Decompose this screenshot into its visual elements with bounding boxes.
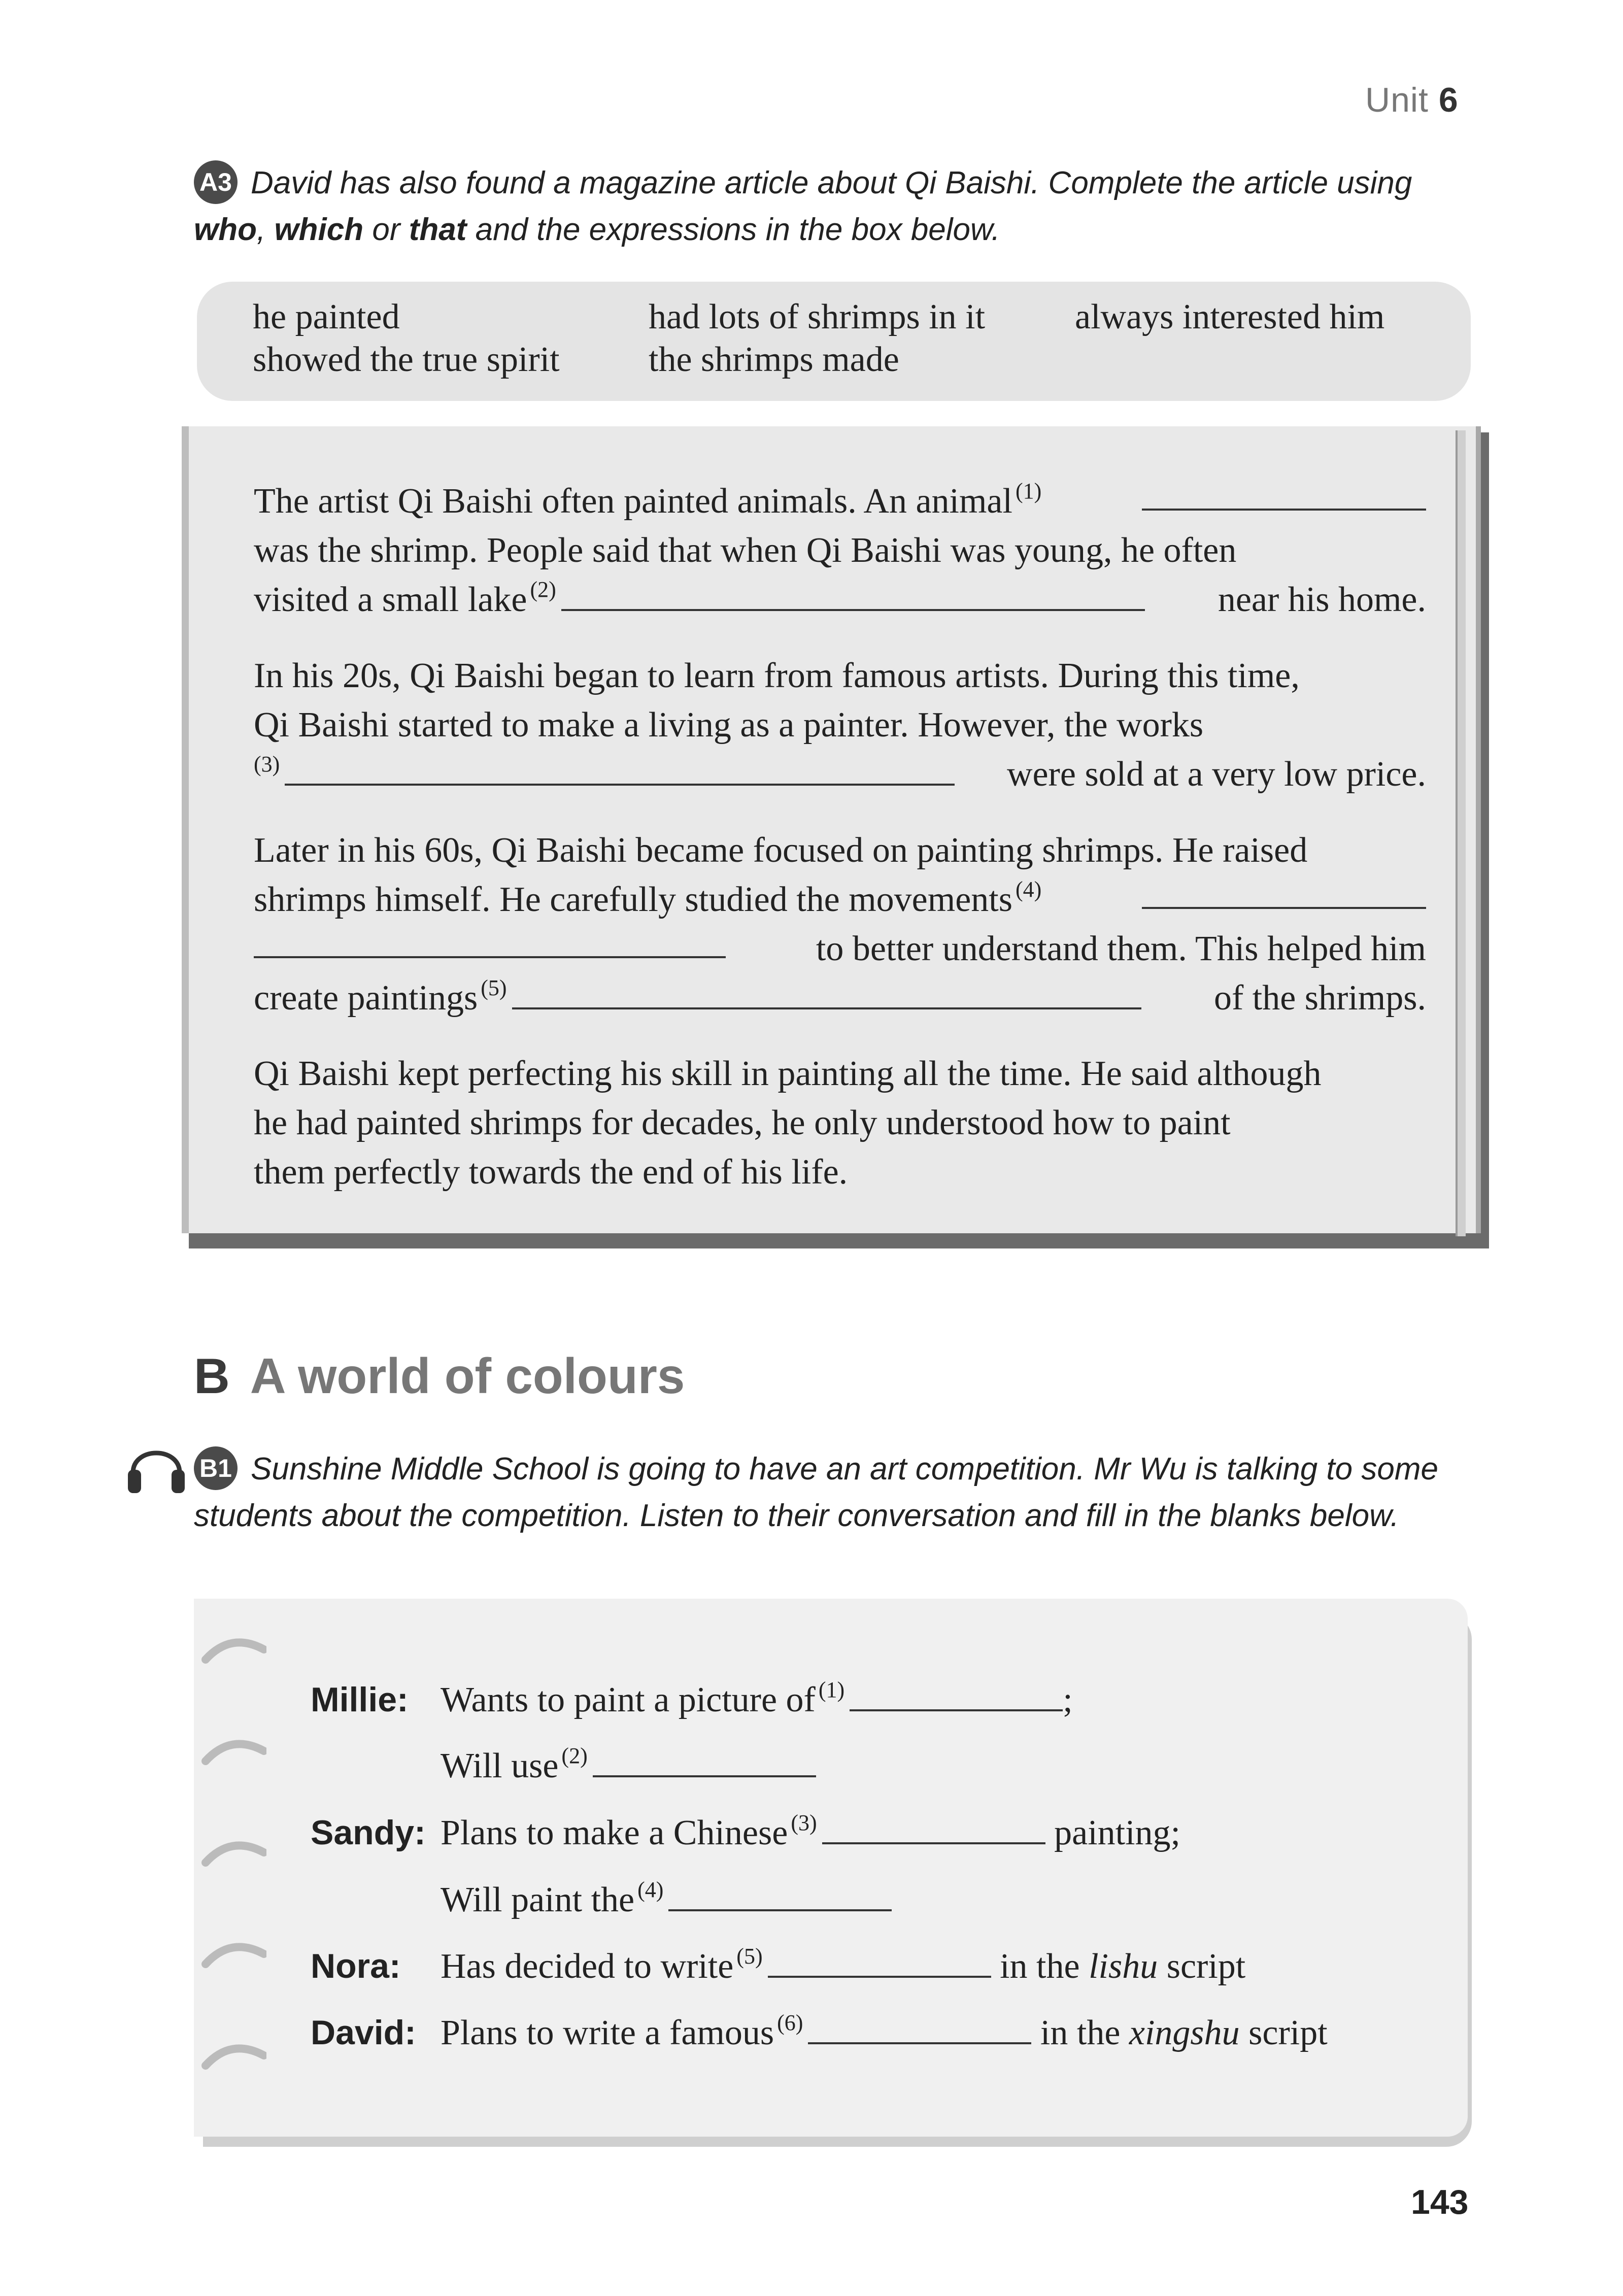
article-line: was the shrimp. People said that when Qi Baishi was young, he often (254, 531, 1237, 570)
student-name: Nora: (311, 1947, 401, 1985)
article-page-edge (1456, 430, 1466, 1236)
blank-number: (4) (1015, 877, 1042, 902)
row-text (441, 1946, 1245, 1987)
blank-b1-4[interactable] (668, 1882, 892, 1911)
article-text: visited a small lake (254, 580, 527, 619)
unit-label: Unit (1365, 81, 1429, 119)
row-text (441, 1877, 892, 1920)
a3-instruction-text: David has also found a magazine article about Qi Baishi. Complete the article using (251, 165, 1412, 200)
blank-b1-2[interactable] (593, 1748, 816, 1777)
article-text: create paintings (254, 978, 478, 1018)
article-text: The artist Qi Baishi often painted animals. An animal (254, 482, 1012, 521)
article-line (254, 975, 1426, 1019)
row-suffix: painting; (1054, 1813, 1180, 1852)
headphones-icon (126, 1431, 187, 1497)
script-name: lishu (1089, 1947, 1158, 1986)
word-box-item: showed the true spirit (253, 340, 560, 379)
article-text: were sold at a very low price. (1006, 755, 1426, 794)
blank-number: (3) (791, 1810, 817, 1835)
word-box-item: had lots of shrimps in it (649, 297, 986, 336)
blank-number: (5) (736, 1944, 763, 1969)
section-letter: B (194, 1348, 230, 1404)
row-suffix-end: script (1166, 1947, 1246, 1986)
blank-number: (2) (530, 577, 556, 602)
row-suffix: in the (1000, 1947, 1080, 1986)
separator: , (256, 212, 275, 247)
b1-badge: B1 (194, 1446, 238, 1490)
article-line (254, 929, 1426, 969)
row-text (441, 1810, 1180, 1853)
blank-b1-3[interactable] (822, 1815, 1045, 1844)
blank-number: (1) (818, 1677, 845, 1702)
script-name: xingshu (1129, 2013, 1240, 2052)
blank-number: (1) (1015, 479, 1042, 503)
word-box-item: the shrimps made (649, 340, 899, 379)
article-text: of the shrimps. (1213, 978, 1426, 1018)
ring-binder-icon (200, 1837, 266, 1868)
blank-b1-6[interactable] (808, 2015, 1031, 2044)
b1-instruction-text: Sunshine Middle School is going to have an art competition. Mr Wu is talking to some students about the competition. Listen to their conversation and fill in the blanks below. (194, 1451, 1438, 1533)
section-title-text: A world of colours (250, 1348, 685, 1404)
blank-1[interactable] (1142, 481, 1426, 511)
word-box (197, 282, 1471, 401)
row-suffix: ; (1063, 1680, 1073, 1719)
row-text (441, 2010, 1328, 2053)
row-prompt: Has decided to write (441, 1947, 734, 1986)
article-line: Qi Baishi started to make a living as a painter. However, the works (254, 705, 1204, 745)
ring-binder-icon (200, 1736, 266, 1766)
ring-binder-icon (200, 2040, 266, 2071)
article-text: to better understand them. This helped him (816, 929, 1426, 968)
article-line: In his 20s, Qi Baishi began to learn from famous artists. During this time, (254, 656, 1300, 695)
row-suffix: in the (1040, 2013, 1121, 2052)
article-line (254, 754, 1426, 795)
blank-4[interactable] (1142, 880, 1426, 909)
page-number: 143 (1411, 2183, 1469, 2221)
blank-number: (3) (254, 752, 280, 776)
blank-b1-1[interactable] (850, 1682, 1063, 1711)
row-prompt: Will paint the (441, 1880, 635, 1919)
article-line (254, 577, 1426, 620)
a3-instruction (194, 160, 1452, 253)
article-line (254, 877, 1426, 920)
section-title (194, 1347, 685, 1405)
article-line: Later in his 60s, Qi Baishi became focused on painting shrimps. He raised (254, 831, 1308, 870)
keyword-who: who (194, 212, 257, 247)
row-prompt: Wants to paint a picture of (441, 1680, 816, 1719)
article-text: near his home. (1218, 580, 1426, 619)
row-text (441, 1677, 1073, 1720)
b1-instruction (194, 1446, 1452, 1539)
ring-binder-icon (200, 1634, 266, 1665)
row-prompt: Will use (441, 1746, 559, 1785)
row-prompt: Plans to write a famous (441, 2013, 774, 2052)
blank-3[interactable] (285, 756, 955, 786)
student-name: Sandy: (311, 1813, 426, 1852)
blank-number: (2) (561, 1743, 588, 1768)
article-line: Qi Baishi kept perfecting his skill in painting all the time. He said although (254, 1054, 1322, 1093)
keyword-that: that (409, 212, 467, 247)
blank-4-continued[interactable] (254, 929, 726, 958)
separator: or (363, 212, 409, 247)
blank-number: (5) (481, 975, 507, 1000)
student-name: David: (311, 2013, 416, 2052)
blank-number: (4) (637, 1877, 664, 1902)
blank-number: (6) (777, 2010, 803, 2035)
unit-number: 6 (1438, 81, 1459, 119)
a3-instruction-text-end: and the expressions in the box below. (466, 212, 1000, 247)
article-line: them perfectly towards the end of his life. (254, 1153, 848, 1192)
row-prompt: Plans to make a Chinese (441, 1813, 788, 1852)
word-box-item: he painted (253, 297, 400, 336)
ring-binder-icon (200, 1939, 266, 1969)
article-text: shrimps himself. He carefully studied the movements (254, 880, 1012, 919)
word-box-item: always interested him (1075, 297, 1385, 336)
row-suffix-end: script (1248, 2013, 1328, 2052)
article-line: he had painted shrimps for decades, he only understood how to paint (254, 1103, 1231, 1142)
keyword-which: which (274, 212, 364, 247)
row-text (441, 1743, 816, 1786)
blank-b1-5[interactable] (768, 1948, 991, 1978)
unit-header (1365, 80, 1459, 120)
blank-2[interactable] (561, 582, 1145, 611)
student-name: Millie: (311, 1680, 409, 1719)
blank-5[interactable] (512, 980, 1141, 1009)
article-line (254, 481, 1426, 522)
a3-badge: A3 (194, 160, 238, 204)
